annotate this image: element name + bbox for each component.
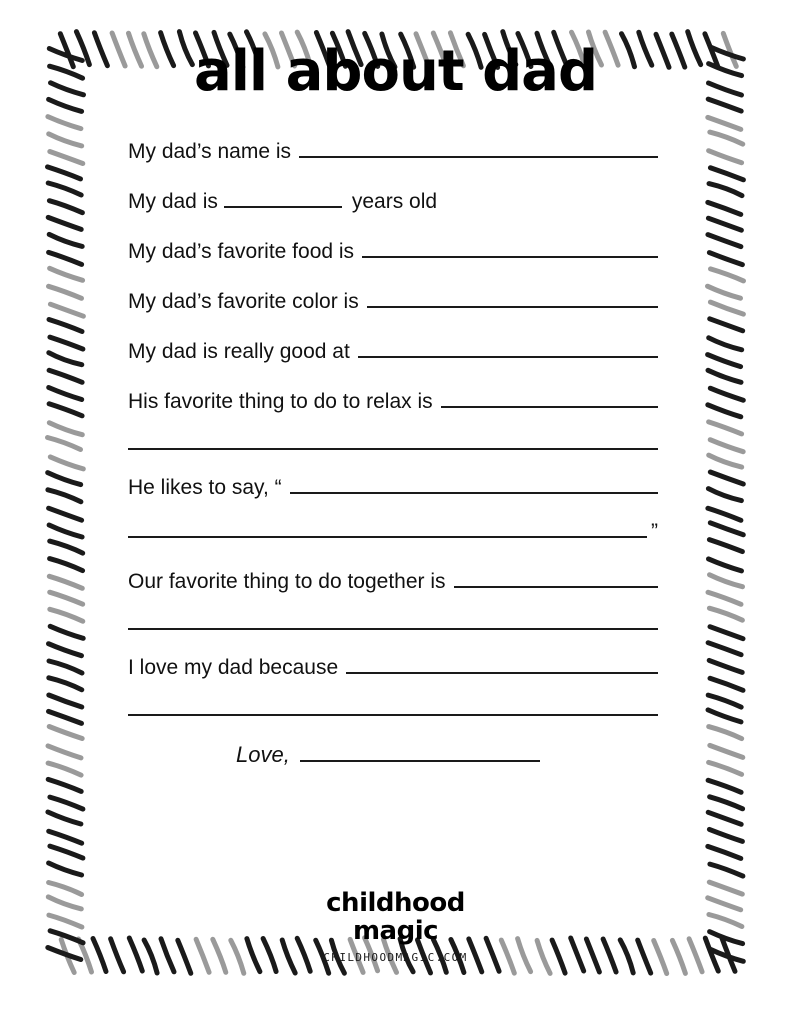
- brand-url: CHILDHOODMAGIC.COM: [323, 951, 468, 964]
- answer-blank-because[interactable]: [346, 658, 658, 674]
- prompt-label-suffix: years old: [351, 190, 438, 213]
- prompt-row-age: [128, 190, 658, 214]
- answer-blank-together[interactable]: [454, 572, 658, 588]
- prompt-row-relax-line2: [128, 434, 658, 450]
- prompt-row-says: [128, 476, 658, 500]
- prompt-row-because-line2: [128, 700, 658, 716]
- closing-quote: ”: [651, 520, 658, 543]
- answer-blank-name[interactable]: [299, 142, 658, 158]
- prompt-label: I love my dad because: [128, 656, 339, 679]
- prompt-row-together: [128, 570, 658, 594]
- prompt-row-because: [128, 656, 658, 680]
- answer-blank-relax[interactable]: [441, 392, 658, 408]
- prompt-label: My dad’s favorite color is: [128, 290, 359, 313]
- signature-row: [128, 742, 658, 768]
- prompt-row-name: [128, 140, 658, 164]
- prompt-row-good-at: [128, 340, 658, 364]
- prompt-row-says-line2: [128, 520, 658, 544]
- signature-blank[interactable]: [300, 746, 540, 762]
- prompt-label: My dad is: [128, 190, 218, 213]
- prompt-label: He likes to say, “: [128, 476, 282, 499]
- answer-blank-says-2[interactable]: [128, 522, 647, 538]
- answer-blank-together-2[interactable]: [128, 614, 658, 630]
- page-title: all about dad: [193, 39, 598, 104]
- signature-label: Love,: [236, 742, 290, 767]
- form-body: [128, 140, 658, 768]
- answer-blank-food[interactable]: [362, 242, 658, 258]
- answer-blank-relax-2[interactable]: [128, 434, 658, 450]
- prompt-row-relax: [128, 390, 658, 414]
- answer-blank-age[interactable]: [224, 192, 342, 208]
- prompt-label: Our favorite thing to do together is: [128, 570, 446, 593]
- answer-blank-color[interactable]: [367, 292, 658, 308]
- prompt-row-color: [128, 290, 658, 314]
- prompt-label: His favorite thing to do to relax is: [128, 390, 433, 413]
- prompt-label: My dad’s name is: [128, 140, 292, 163]
- answer-blank-says[interactable]: [290, 478, 658, 494]
- brand-line-2: magic: [352, 916, 439, 946]
- prompt-row-food: [128, 240, 658, 264]
- prompt-label: My dad is really good at: [128, 340, 350, 363]
- brand-line-1: childhood: [326, 888, 465, 918]
- answer-blank-because-2[interactable]: [128, 700, 658, 716]
- prompt-row-together-line2: [128, 614, 658, 630]
- prompt-label: My dad’s favorite food is: [128, 240, 355, 263]
- brand-footer: [0, 890, 791, 964]
- answer-blank-good-at[interactable]: [358, 342, 658, 358]
